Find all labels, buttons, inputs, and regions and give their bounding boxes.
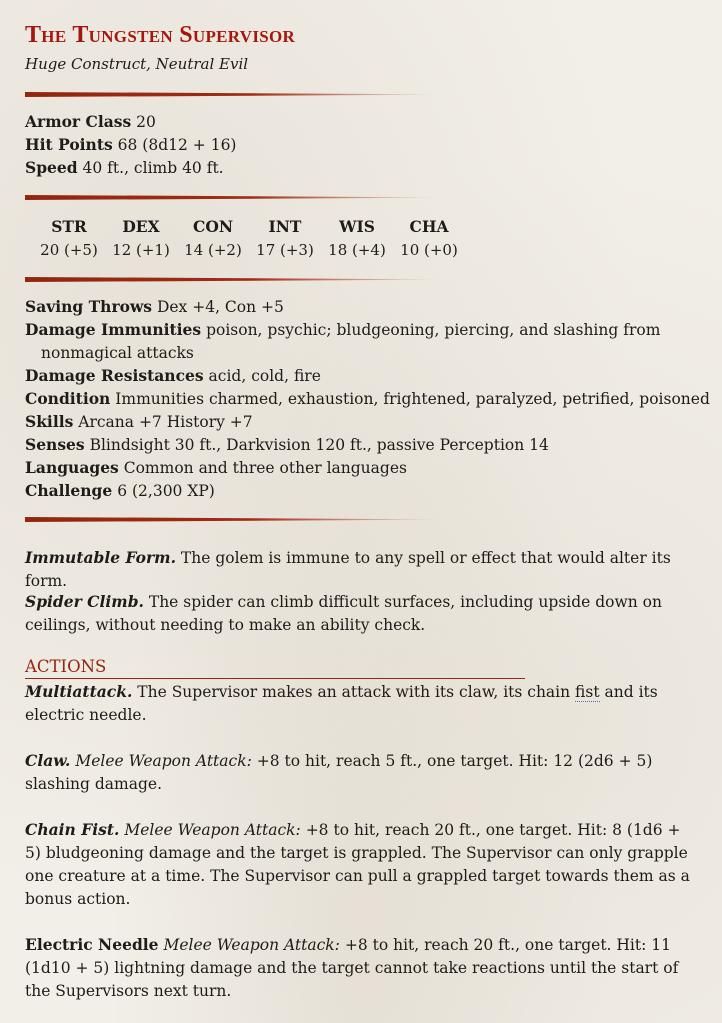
languages: Languages Common and three other languages bbox=[25, 458, 407, 477]
divider bbox=[25, 92, 435, 97]
challenge: Challenge 6 (2,300 XP) bbox=[25, 481, 215, 500]
ability-int: INT 17 (+3) bbox=[256, 217, 314, 259]
ability-scores bbox=[33, 216, 465, 261]
action-chain-fist: Chain Fist. Melee Weapon Attack: +8 to hit, reach 20 ft., one target. Hit: 8 (1d6 + 5) bludgeoning damage and the target is grappled. The Supervisor can only grapple one creature at a time. The Supervisor can pull a grappled target towards them as a bonus action. bbox=[25, 820, 690, 908]
action-electric-needle: Electric Needle Melee Weapon Attack: +8 to hit, reach 20 ft., one target. Hit: 11 (1d10 + 5) lightning damage and the target cannot take reactions until the start of the Supervisors next turn. bbox=[25, 935, 679, 1000]
action-claw: Claw. Melee Weapon Attack: +8 to hit, reach 5 ft., one target. Hit: 12 (2d6 + 5) slashing damage. bbox=[25, 751, 653, 793]
damage-immunities-cont: nonmagical attacks bbox=[41, 344, 194, 362]
hit-points: Hit Points 68 (8d12 + 16) bbox=[25, 135, 237, 154]
senses: Senses Blindsight 30 ft., Darkvision 120 ft., passive Perception 14 bbox=[25, 435, 549, 454]
actions-heading: ACTIONS bbox=[25, 656, 525, 679]
ability-cha: CHA 10 (+0) bbox=[400, 217, 458, 259]
ability-dex: DEX 12 (+1) bbox=[112, 217, 170, 259]
armor-class: Armor Class 20 bbox=[25, 112, 156, 131]
action-multiattack: Multiattack. The Supervisor makes an attack with its claw, its chain fist and its electric needle. bbox=[25, 682, 658, 724]
speed: Speed 40 ft., climb 40 ft. bbox=[25, 158, 224, 177]
condition-immunities: Condition Immunities charmed, exhaustion, frightened, paralyzed, petrified, poisoned bbox=[25, 389, 710, 408]
damage-resistances: Damage Resistances acid, cold, fire bbox=[25, 366, 321, 385]
trait-spider-climb: Spider Climb. The spider can climb difficult surfaces, including upside down on ceilings, without needing to make an ability check. bbox=[25, 592, 662, 634]
monster-meta: Huge Construct, Neutral Evil bbox=[25, 55, 249, 73]
divider bbox=[25, 517, 435, 522]
ability-con: CON 14 (+2) bbox=[184, 217, 242, 259]
damage-immunities: Damage Immunities poison, psychic; bludgeoning, piercing, and slashing from bbox=[25, 320, 661, 339]
ability-wis: WIS 18 (+4) bbox=[328, 217, 386, 259]
skills: Skills Arcana +7 History +7 bbox=[25, 412, 253, 431]
monster-name: The Tungsten Supervisor bbox=[25, 22, 296, 48]
divider bbox=[25, 277, 435, 282]
spellcheck-underline: fist bbox=[575, 683, 600, 701]
ability-str: STR 20 (+5) bbox=[40, 217, 98, 259]
divider bbox=[25, 195, 435, 200]
trait-immutable-form: Immutable Form. The golem is immune to any spell or effect that would alter its form. bbox=[25, 548, 671, 590]
saving-throws: Saving Throws Dex +4, Con +5 bbox=[25, 297, 284, 316]
